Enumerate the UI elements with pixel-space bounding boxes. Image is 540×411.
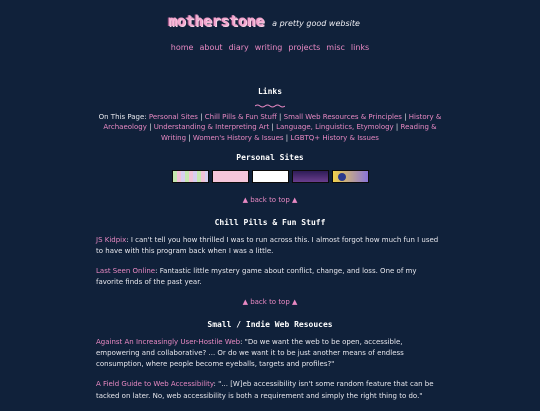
entry-link-user-hostile-web[interactable]: Against An Increasingly User-Hostile Web xyxy=(96,337,241,346)
site-button-2[interactable] xyxy=(212,170,249,183)
entry-link-web-accessibility[interactable]: A Field Guide to Web Accessibility xyxy=(96,380,214,389)
toc-lgbtq-history[interactable]: LGBTQ+ History & Issues xyxy=(290,133,379,142)
title-squiggle-decoration xyxy=(255,104,285,108)
site-buttons-row xyxy=(96,170,444,183)
nav-writing[interactable]: writing xyxy=(254,42,283,52)
entry-text: : I can't tell you how thrilled I was to run across this. I almost forgot how much fun I used to have with this program back when I was a little. xyxy=(96,235,439,255)
entry-link-last-seen-online[interactable]: Last Seen Online xyxy=(96,266,156,275)
toc-history-archaeology[interactable]: History & Archaeology xyxy=(103,113,442,132)
personal-sites-section xyxy=(96,152,444,206)
site-button-4[interactable] xyxy=(292,170,329,183)
small-web-section xyxy=(96,319,444,402)
brand-row xyxy=(0,10,540,33)
list-item xyxy=(96,235,444,257)
toc-personal-sites[interactable]: Personal Sites xyxy=(148,113,198,121)
entry-text: : "Do we want the web to be open, accessible, empowering and collaborative? ... Or do we want it to be just another means of endless consumption, where people become eyeballs, targets and profiles?" xyxy=(96,337,404,369)
nav-home[interactable]: home xyxy=(170,42,194,52)
chill-pills-section xyxy=(96,217,444,308)
list-item xyxy=(96,379,444,401)
back-to-top-link[interactable]: ▲ back to top ▲ xyxy=(242,196,298,205)
site-logo[interactable]: motherstone xyxy=(168,12,265,30)
toc-chill-pills[interactable]: Chill Pills & Fun Stuff xyxy=(204,113,277,121)
chill-pills-heading: Chill Pills & Fun Stuff xyxy=(214,217,326,227)
main-content xyxy=(96,86,444,411)
toc-language[interactable]: Language, Linguistics, Etymology xyxy=(276,123,394,132)
nav-diary[interactable]: diary xyxy=(228,42,249,52)
back-to-top-link[interactable]: ▲ back to top ▲ xyxy=(242,298,298,307)
toc-label: On This Page: xyxy=(98,113,147,121)
site-header xyxy=(0,10,540,54)
site-button-5[interactable] xyxy=(332,170,369,183)
personal-sites-heading: Personal Sites xyxy=(236,153,304,163)
small-web-heading: Small / Indie Web Resouces xyxy=(207,319,333,329)
nav-projects[interactable]: projects xyxy=(288,42,321,52)
toc-reading-writing[interactable]: Reading & Writing xyxy=(161,123,437,142)
list-item xyxy=(96,266,444,288)
toc-small-web[interactable]: Small Web Resources & Principles xyxy=(283,113,402,121)
page-title: Links xyxy=(257,87,283,96)
site-button-3[interactable] xyxy=(252,170,289,183)
entry-link-js-kidpix[interactable]: JS Kidpix xyxy=(96,235,127,244)
main-nav xyxy=(0,42,540,54)
moon-icon xyxy=(338,173,346,181)
toc-womens-history[interactable]: Women's History & Issues xyxy=(192,133,284,142)
nav-misc[interactable]: misc xyxy=(326,42,345,52)
nav-links[interactable]: links xyxy=(350,42,370,52)
entry-text: : Fantastic little mystery game about conflict, change, and loss. One of my favorite finds of the past year. xyxy=(96,266,417,287)
entry-text: : "... [W]eb accessibility isn't some random feature that can be tacked on later. No, web accessibility is both a requirement and simply the right thing to do." xyxy=(96,380,434,400)
site-button-1[interactable] xyxy=(172,170,209,183)
nav-about[interactable]: about xyxy=(199,42,223,52)
on-this-page-toc: On This Page: Personal Sites | Chill Pills & Fun Stuff | Small Web Resources & Principles | History & Archaeology | Understanding & Interpreting Art | Language, Linguistics, Etymology | Reading & Writing | Women's History & Issues | LGBTQ+ History & Issues xyxy=(98,113,442,142)
toc-art[interactable]: Understanding & Interpreting Art xyxy=(153,123,270,132)
site-tagline: a pretty good website xyxy=(272,19,360,28)
list-item xyxy=(96,337,444,371)
